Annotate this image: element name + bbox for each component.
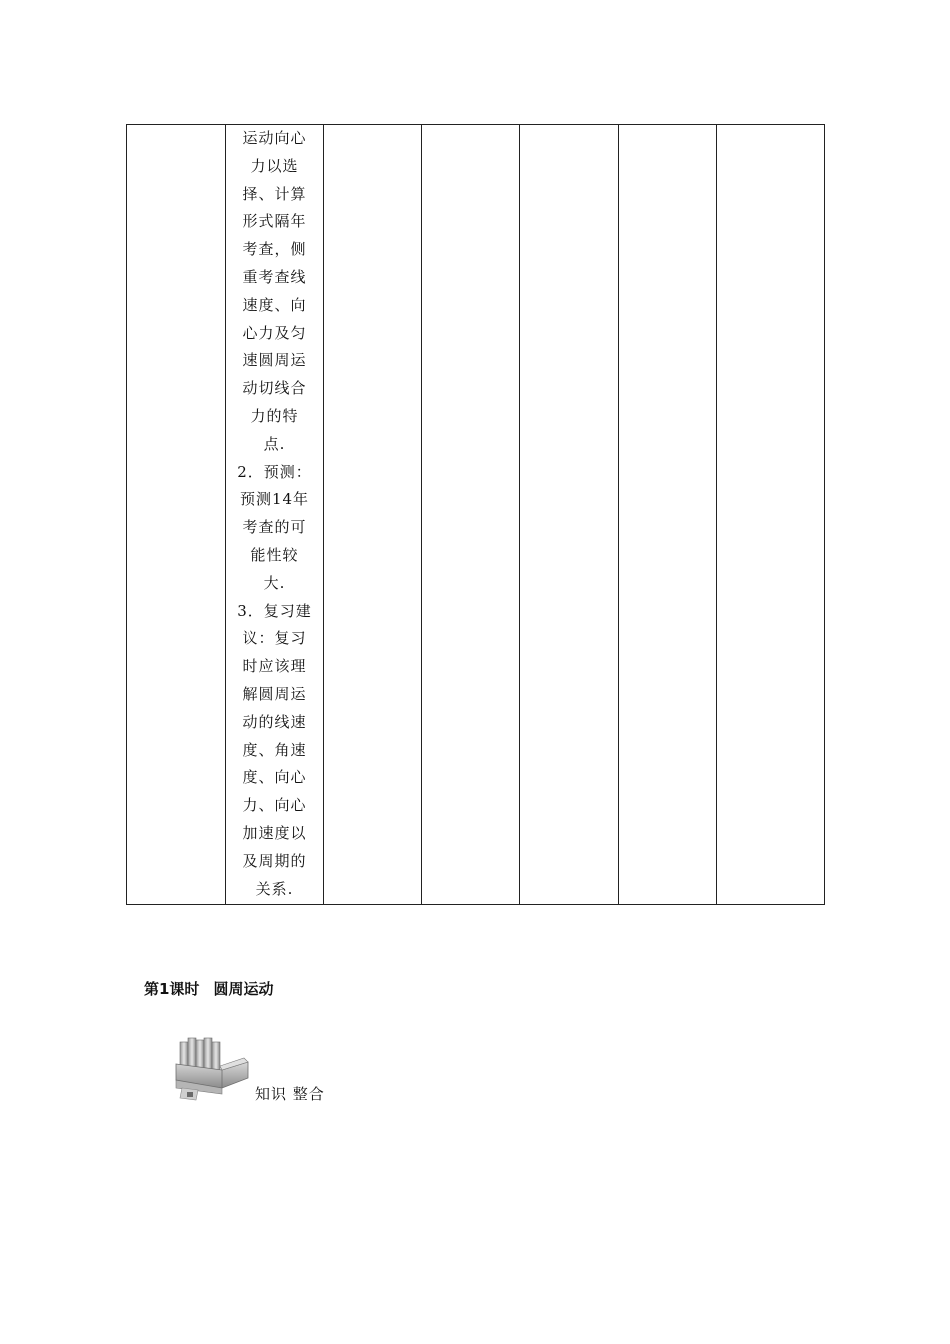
review-table-grid [126,124,825,905]
table-cell-col4 [422,125,520,905]
exam-analysis-text: 运动向心 力以选 择、计算 形式隔年 考查，侧 重考查线 速度、向 心力及匀 速圆周运 动切线合 力的特 点. 2．预测： 预测14年 考查的可 能性较 大. 3．复习建 议：复习 时应该理 解圆周运 动的线速 度、角速 度、向心 力、向心 加速度以 及周期的 关系. [237,129,312,898]
table-cell-col5 [520,125,619,905]
table-cell-col6 [619,125,717,905]
review-table [126,124,824,905]
table-cell-col1 [127,125,226,905]
table-cell-col2 [226,125,324,905]
table-cell-col3 [324,125,422,905]
table-cell-col7 [717,125,825,905]
lesson-number: 第1课时 [144,980,200,998]
section-label: 知识 整合 [255,1085,325,1103]
lesson-title [144,978,273,999]
table-row [127,125,825,905]
books-in-box-icon [174,1030,250,1102]
lesson-name: 圆周运动 [213,980,274,998]
